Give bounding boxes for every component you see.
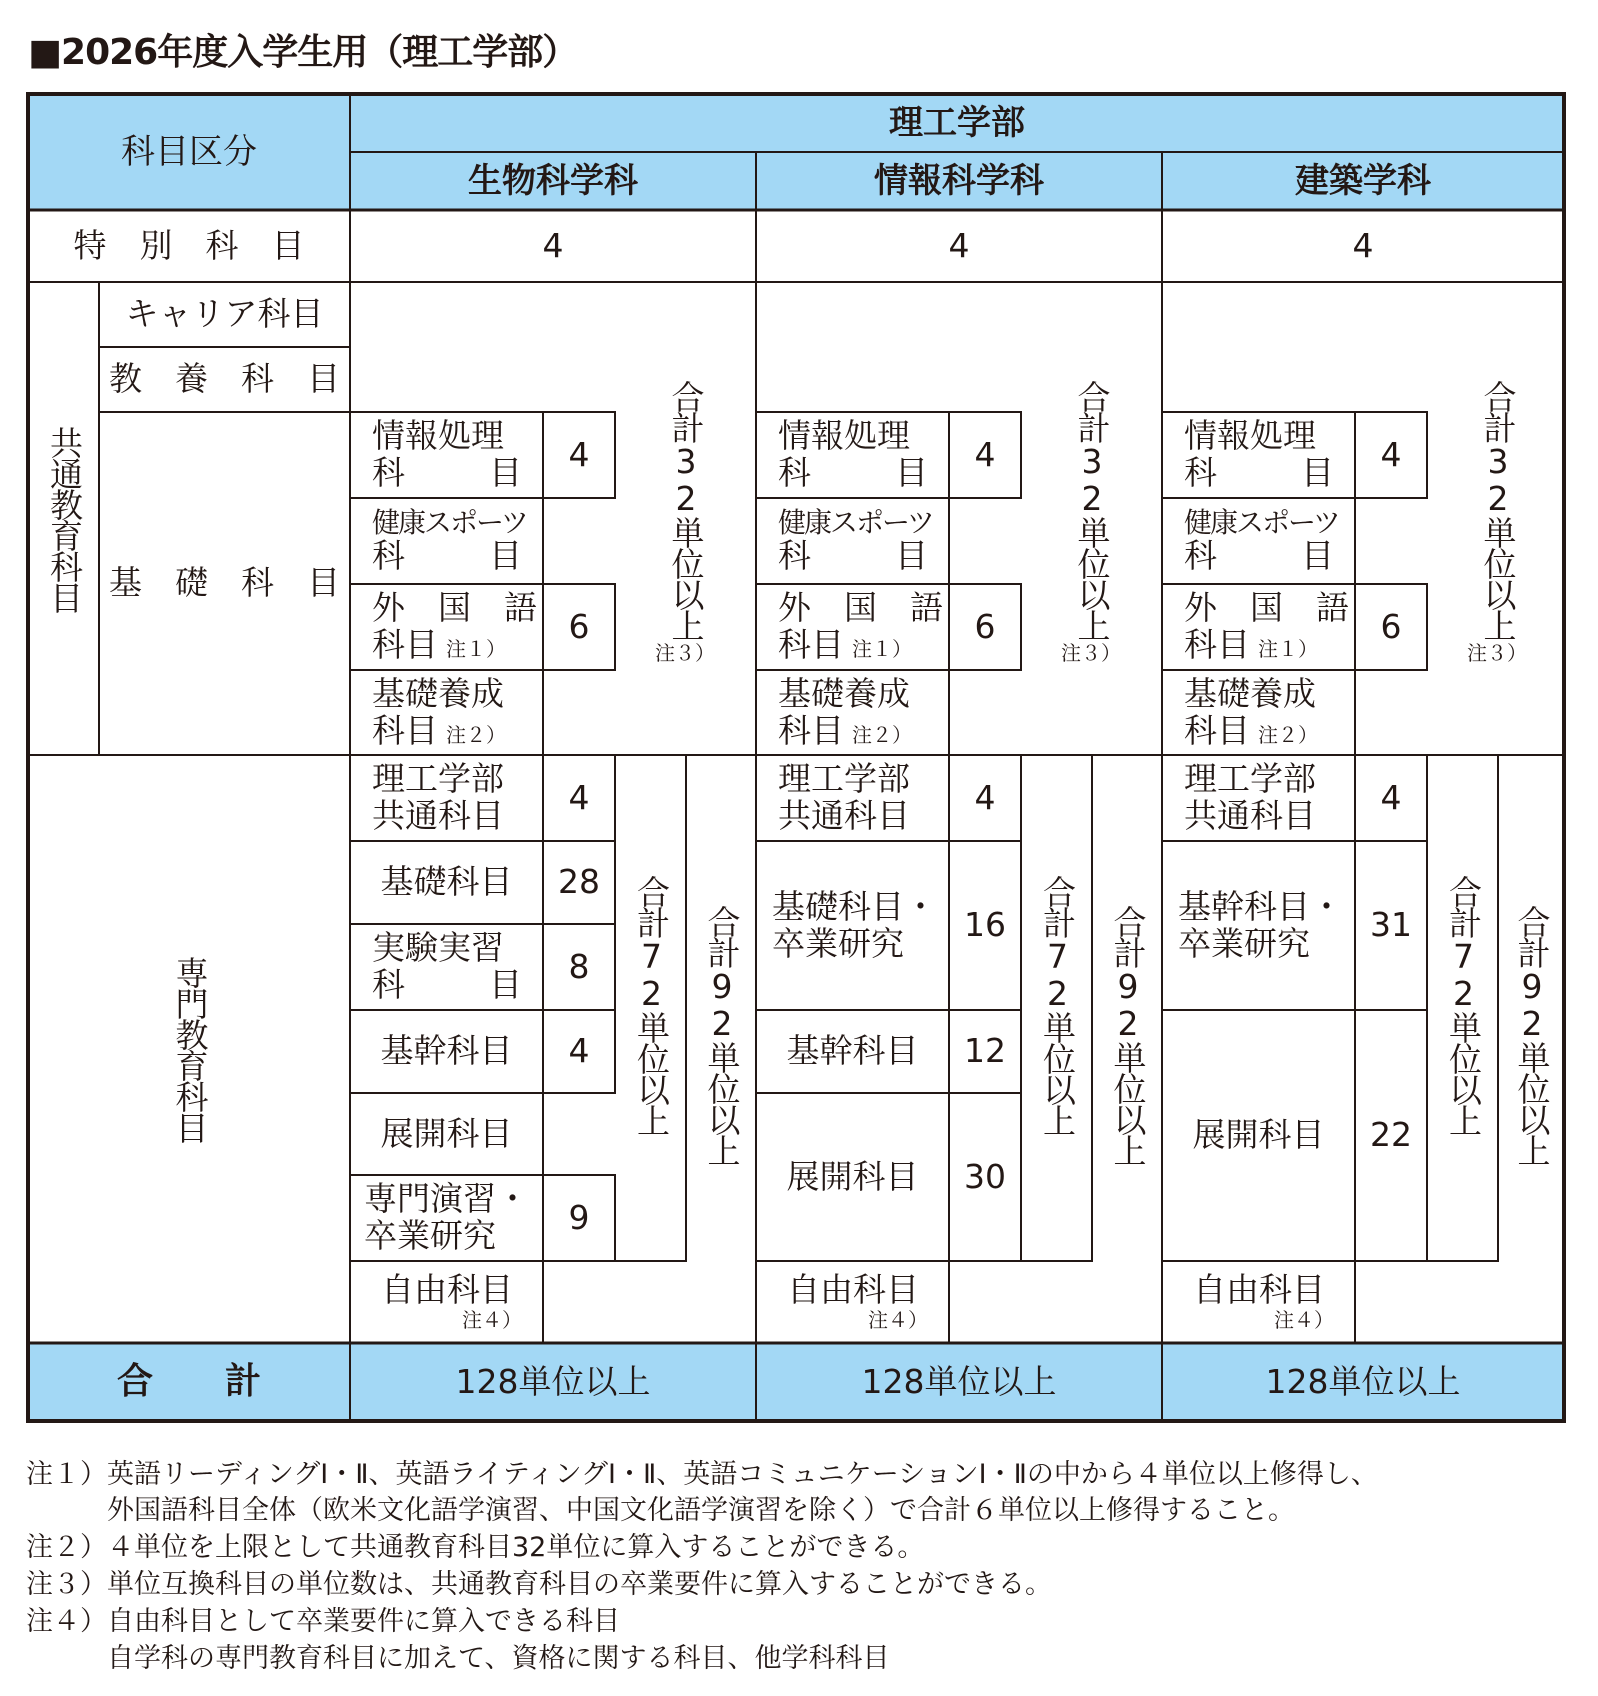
bio-total92: 合計92単位以上 bbox=[702, 905, 742, 1165]
common-education-label: 共通教育科目 bbox=[44, 425, 84, 612]
bio-basic-value: 28 bbox=[558, 862, 600, 902]
foundation-note: 注２） bbox=[1258, 722, 1318, 747]
info-basic-research-line2: 卒業研究 bbox=[772, 923, 904, 963]
arch-total92: 合計92単位以上 bbox=[1512, 905, 1552, 1165]
health-sports-line2a: 科 bbox=[778, 536, 811, 576]
faculty-common-cell bbox=[1184, 755, 1344, 841]
career-subjects-label: キャリア科目 bbox=[125, 294, 324, 334]
footnote-4-cont: 自学科の専門教育科目に加えて、資格に関する科目、他学科科目 bbox=[26, 1643, 890, 1674]
health-sports-line2a: 科 bbox=[1184, 536, 1217, 576]
foreign-language-line1: 外 国 語 bbox=[778, 588, 943, 628]
arch-advanced-label: 展開科目 bbox=[1192, 1115, 1325, 1155]
faculty-header: 理工学部 bbox=[889, 102, 1025, 143]
liberal-arts-label: 教 養 科 目 bbox=[109, 359, 340, 399]
total-value-info: 128単位以上 bbox=[861, 1361, 1057, 1401]
health-sports-cell bbox=[1184, 498, 1339, 584]
bio-seminar-value: 9 bbox=[568, 1197, 590, 1237]
foundation-cell bbox=[778, 670, 928, 755]
free-subjects-cell bbox=[1184, 1261, 1334, 1343]
free-subjects-label: 自由科目 bbox=[1193, 1270, 1325, 1310]
health-sports-line1: 健康スポーツ bbox=[1184, 505, 1339, 539]
info-processing-line1: 情報処理 bbox=[1184, 416, 1316, 456]
health-sports-line2b: 目 bbox=[895, 536, 928, 576]
foreign-language-cell bbox=[1184, 584, 1349, 670]
free-subjects-cell bbox=[778, 1261, 928, 1343]
dept-header-info: 情報科学科 bbox=[874, 160, 1044, 201]
bio-advanced-label: 展開科目 bbox=[380, 1113, 513, 1153]
foundation-line2: 科目 bbox=[372, 710, 438, 750]
info-total72: 合計72単位以上 bbox=[1037, 875, 1077, 1135]
info-processing-value: 4 bbox=[568, 434, 590, 474]
common-total-text: 合計32単位以上 bbox=[666, 380, 706, 640]
info-processing-line2a: 科 bbox=[372, 453, 405, 492]
foundation-cell bbox=[1184, 670, 1334, 755]
health-sports-cell bbox=[372, 498, 527, 584]
foreign-language-line1: 外 国 語 bbox=[1184, 588, 1349, 628]
common-total-note: 注３） bbox=[655, 641, 715, 665]
info-processing-value: 4 bbox=[1380, 434, 1402, 474]
foundation-line1: 基礎養成 bbox=[1184, 673, 1316, 713]
faculty-common-line1: 理工学部 bbox=[1184, 759, 1316, 799]
health-sports-line2a: 科 bbox=[372, 536, 405, 576]
faculty-common-line2: 共通科目 bbox=[1184, 796, 1316, 835]
page-title: ■2026年度入学生用（理工学部） bbox=[28, 32, 578, 73]
bio-core-label: 基幹科目 bbox=[380, 1031, 513, 1071]
foreign-language-note: 注１） bbox=[852, 637, 912, 661]
info-processing-cell bbox=[778, 412, 928, 498]
common-total-arch bbox=[1462, 380, 1532, 680]
bio-lab-value: 8 bbox=[568, 946, 590, 986]
foundation-line2: 科目 bbox=[1184, 710, 1250, 750]
special-value-info: 4 bbox=[948, 225, 970, 265]
arch-core-research-cell bbox=[1178, 841, 1348, 1010]
free-subjects-note: 注４） bbox=[1274, 1308, 1334, 1333]
bio-seminar-line2: 卒業研究 bbox=[364, 1216, 496, 1255]
info-core-label: 基幹科目 bbox=[786, 1031, 919, 1071]
foundation-line1: 基礎養成 bbox=[372, 673, 504, 713]
faculty-common-value: 4 bbox=[568, 777, 590, 817]
arch-total72: 合計72単位以上 bbox=[1443, 875, 1483, 1135]
free-subjects-label: 自由科目 bbox=[381, 1270, 513, 1310]
faculty-common-value: 4 bbox=[1380, 777, 1402, 817]
info-advanced-value: 30 bbox=[964, 1156, 1006, 1196]
common-total-text: 合計32単位以上 bbox=[1478, 380, 1518, 640]
dept-header-arch: 建築学科 bbox=[1295, 160, 1431, 201]
info-processing-line2b: 目 bbox=[1301, 453, 1334, 492]
footnote-3: 注３）単位互換科目の単位数は、共通教育科目の卒業要件に算入することができる。 bbox=[26, 1569, 1052, 1600]
footnote-1: 注１）英語リーディングⅠ・Ⅱ、英語ライティングⅠ・Ⅱ、英語コミュニケーションⅠ・Ⅱの中から４単位以上修得し、 bbox=[26, 1459, 1378, 1490]
info-total92: 合計92単位以上 bbox=[1108, 905, 1148, 1165]
common-total-text: 合計32単位以上 bbox=[1072, 380, 1112, 640]
arch-core-research-value: 31 bbox=[1370, 905, 1412, 945]
info-processing-line2b: 目 bbox=[895, 453, 928, 492]
foreign-language-note: 注１） bbox=[1258, 637, 1318, 661]
free-subjects-cell bbox=[372, 1261, 522, 1343]
health-sports-line2b: 目 bbox=[489, 536, 522, 576]
common-total-note: 注３） bbox=[1061, 641, 1121, 665]
free-subjects-note: 注４） bbox=[868, 1308, 928, 1333]
info-processing-line2a: 科 bbox=[778, 453, 811, 492]
arch-core-research-line1: 基幹科目・ bbox=[1178, 886, 1343, 926]
bio-core-value: 4 bbox=[568, 1031, 590, 1071]
info-advanced-label: 展開科目 bbox=[786, 1156, 919, 1196]
category-header: 科目区分 bbox=[121, 131, 257, 172]
foreign-language-line2: 科目 bbox=[778, 625, 844, 664]
bio-total72: 合計72単位以上 bbox=[631, 875, 671, 1135]
info-processing-value: 4 bbox=[974, 434, 996, 474]
info-basic-research-cell bbox=[772, 841, 942, 1010]
arch-core-research-line2: 卒業研究 bbox=[1178, 923, 1310, 963]
foundation-line2: 科目 bbox=[778, 710, 844, 750]
bio-seminar-line1: 専門演習・ bbox=[364, 1179, 529, 1219]
faculty-common-line2: 共通科目 bbox=[372, 796, 504, 835]
info-processing-cell bbox=[1184, 412, 1334, 498]
special-value-bio: 4 bbox=[542, 225, 564, 265]
free-subjects-note: 注４） bbox=[462, 1308, 522, 1333]
foundation-note: 注２） bbox=[852, 722, 912, 747]
foreign-language-line2: 科目 bbox=[372, 625, 438, 664]
total-value-arch: 128単位以上 bbox=[1265, 1361, 1461, 1401]
specialized-education-label: 専門教育科目 bbox=[170, 956, 210, 1142]
health-sports-line1: 健康スポーツ bbox=[372, 505, 527, 539]
faculty-common-cell bbox=[372, 755, 532, 841]
bio-basic-label: 基礎科目 bbox=[380, 862, 513, 902]
special-value-arch: 4 bbox=[1352, 225, 1374, 265]
foreign-language-cell bbox=[778, 584, 943, 670]
foreign-language-value: 6 bbox=[568, 606, 590, 646]
foreign-language-line2: 科目 bbox=[1184, 625, 1250, 664]
common-total-bio bbox=[650, 380, 720, 680]
info-processing-line2b: 目 bbox=[489, 453, 522, 492]
info-processing-line1: 情報処理 bbox=[372, 416, 504, 456]
bio-seminar-cell bbox=[364, 1175, 534, 1261]
common-total-info bbox=[1056, 380, 1126, 680]
foreign-language-value: 6 bbox=[1380, 606, 1402, 646]
footnote-4: 注４）自由科目として卒業要件に算入できる科目 bbox=[26, 1606, 620, 1637]
foundation-line1: 基礎養成 bbox=[778, 673, 910, 713]
health-sports-line2b: 目 bbox=[1301, 536, 1334, 576]
info-basic-research-value: 16 bbox=[964, 905, 1006, 945]
info-processing-line1: 情報処理 bbox=[778, 416, 910, 456]
faculty-common-line1: 理工学部 bbox=[372, 759, 504, 799]
foreign-language-cell bbox=[372, 584, 537, 670]
faculty-common-cell bbox=[778, 755, 938, 841]
footnote-2: 注２）４単位を上限として共通教育科目32単位に算入することができる。 bbox=[26, 1532, 925, 1563]
bio-lab-line1: 実験実習 bbox=[372, 928, 504, 968]
total-value-bio: 128単位以上 bbox=[455, 1361, 651, 1401]
special-subjects-label: 特 別 科 目 bbox=[73, 225, 305, 265]
free-subjects-label: 自由科目 bbox=[787, 1270, 919, 1310]
bio-lab-line2a: 科 bbox=[372, 965, 405, 1004]
bio-lab-cell bbox=[372, 924, 522, 1010]
common-total-note: 注３） bbox=[1467, 641, 1527, 665]
health-sports-line1: 健康スポーツ bbox=[778, 505, 933, 539]
footnote-1-cont: 外国語科目全体（欧米文化語学演習、中国文化語学演習を除く）で合計６単位以上修得すること。 bbox=[26, 1495, 1295, 1526]
foreign-language-value: 6 bbox=[974, 606, 996, 646]
info-core-value: 12 bbox=[964, 1031, 1006, 1071]
info-basic-research-line1: 基礎科目・ bbox=[772, 886, 937, 926]
faculty-common-line2: 共通科目 bbox=[778, 796, 910, 835]
faculty-common-line1: 理工学部 bbox=[778, 759, 910, 799]
basic-subjects-label: 基 礎 科 目 bbox=[109, 563, 340, 603]
total-label: 合 計 bbox=[116, 1360, 261, 1402]
foundation-note: 注２） bbox=[446, 722, 506, 747]
faculty-common-value: 4 bbox=[974, 777, 996, 817]
info-processing-line2a: 科 bbox=[1184, 453, 1217, 492]
dept-header-bio: 生物科学科 bbox=[468, 160, 638, 201]
bio-lab-line2b: 目 bbox=[489, 965, 522, 1004]
arch-advanced-value: 22 bbox=[1370, 1115, 1412, 1155]
health-sports-cell bbox=[778, 498, 933, 584]
foreign-language-line1: 外 国 語 bbox=[372, 588, 537, 628]
foundation-cell bbox=[372, 670, 522, 755]
info-processing-cell bbox=[372, 412, 522, 498]
foreign-language-note: 注１） bbox=[446, 637, 506, 661]
